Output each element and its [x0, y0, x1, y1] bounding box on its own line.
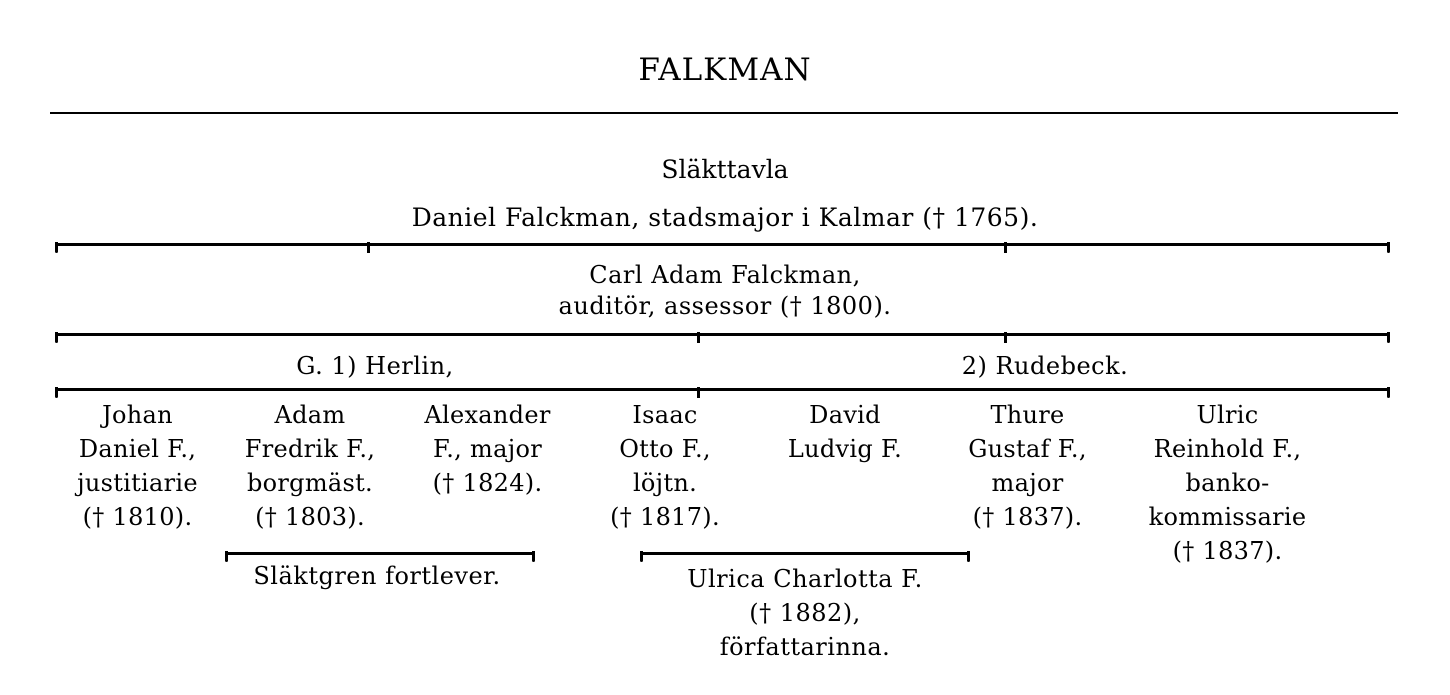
- brace-note-left: [225, 552, 535, 555]
- child-line: Daniel F.,: [78, 435, 197, 463]
- child-line: banko-: [1185, 469, 1270, 497]
- brace-children: [55, 388, 1390, 391]
- child-line: Reinhold F.,: [1153, 435, 1302, 463]
- child-line: kommissarie: [1148, 503, 1307, 531]
- child-entry: [395, 398, 580, 500]
- child-line: († 1810).: [82, 503, 193, 531]
- brace-note-right: [640, 552, 970, 555]
- brace-tick: [697, 332, 700, 343]
- child-entry: [750, 398, 940, 466]
- brace-tick: [367, 242, 370, 253]
- child-line: Thure: [990, 401, 1065, 429]
- child-line: borgmäst.: [246, 469, 373, 497]
- brace-tick: [1004, 242, 1007, 253]
- child-line: Otto F.,: [619, 435, 711, 463]
- child-line: David: [809, 401, 881, 429]
- generation-2-line1: Carl Adam Falckman,: [589, 261, 861, 289]
- child-line: löjtn.: [632, 469, 698, 497]
- note-right: [630, 562, 980, 664]
- subtitle: Släkttavla: [661, 155, 789, 184]
- child-line: Fredrik F.,: [244, 435, 376, 463]
- generation-2-name: [0, 260, 1450, 322]
- note-right-line2: († 1882),: [749, 599, 861, 627]
- title-divider: [50, 112, 1398, 114]
- child-line: Gustaf F.,: [968, 435, 1087, 463]
- child-entry: [225, 398, 395, 534]
- marriage-second: 2) Rudebeck.: [961, 352, 1129, 380]
- child-entry: [1115, 398, 1340, 568]
- brace-generation-1: [55, 243, 1390, 246]
- child-line: († 1837).: [1172, 537, 1283, 565]
- brace-tick: [1004, 332, 1007, 343]
- note-left: Släktgren fortlever.: [253, 562, 501, 590]
- brace-tick: [697, 387, 700, 398]
- child-line: Johan: [102, 401, 173, 429]
- marriage-first: G. 1) Herlin,: [296, 352, 454, 380]
- child-line: († 1817).: [610, 503, 720, 531]
- child-line: († 1824).: [432, 469, 543, 497]
- note-right-line3: författarinna.: [719, 633, 891, 661]
- child-line: († 1803).: [255, 503, 365, 531]
- child-line: F., major: [433, 435, 542, 463]
- brace-generation-2: [55, 333, 1390, 336]
- note-right-line1: Ulrica Charlotta F.: [687, 565, 923, 593]
- progenitor-line: Daniel Falckman, stadsmajor i Kalmar († 1765).: [411, 203, 1039, 232]
- child-entry: [50, 398, 225, 534]
- child-line: Alexander: [424, 401, 551, 429]
- child-line: Ulric: [1196, 401, 1259, 429]
- child-line: († 1837).: [972, 503, 1083, 531]
- children-row: [50, 398, 1400, 568]
- child-entry: [580, 398, 750, 534]
- child-line: justitiarie: [77, 469, 198, 497]
- child-line: Adam: [274, 401, 346, 429]
- page-title: FALKMAN: [638, 52, 812, 88]
- child-entry: [940, 398, 1115, 534]
- child-line: Ludvig F.: [787, 435, 903, 463]
- generation-2-line2: auditör, assessor († 1800).: [558, 292, 892, 320]
- child-line: major: [991, 469, 1064, 497]
- child-line: Isaac: [632, 401, 698, 429]
